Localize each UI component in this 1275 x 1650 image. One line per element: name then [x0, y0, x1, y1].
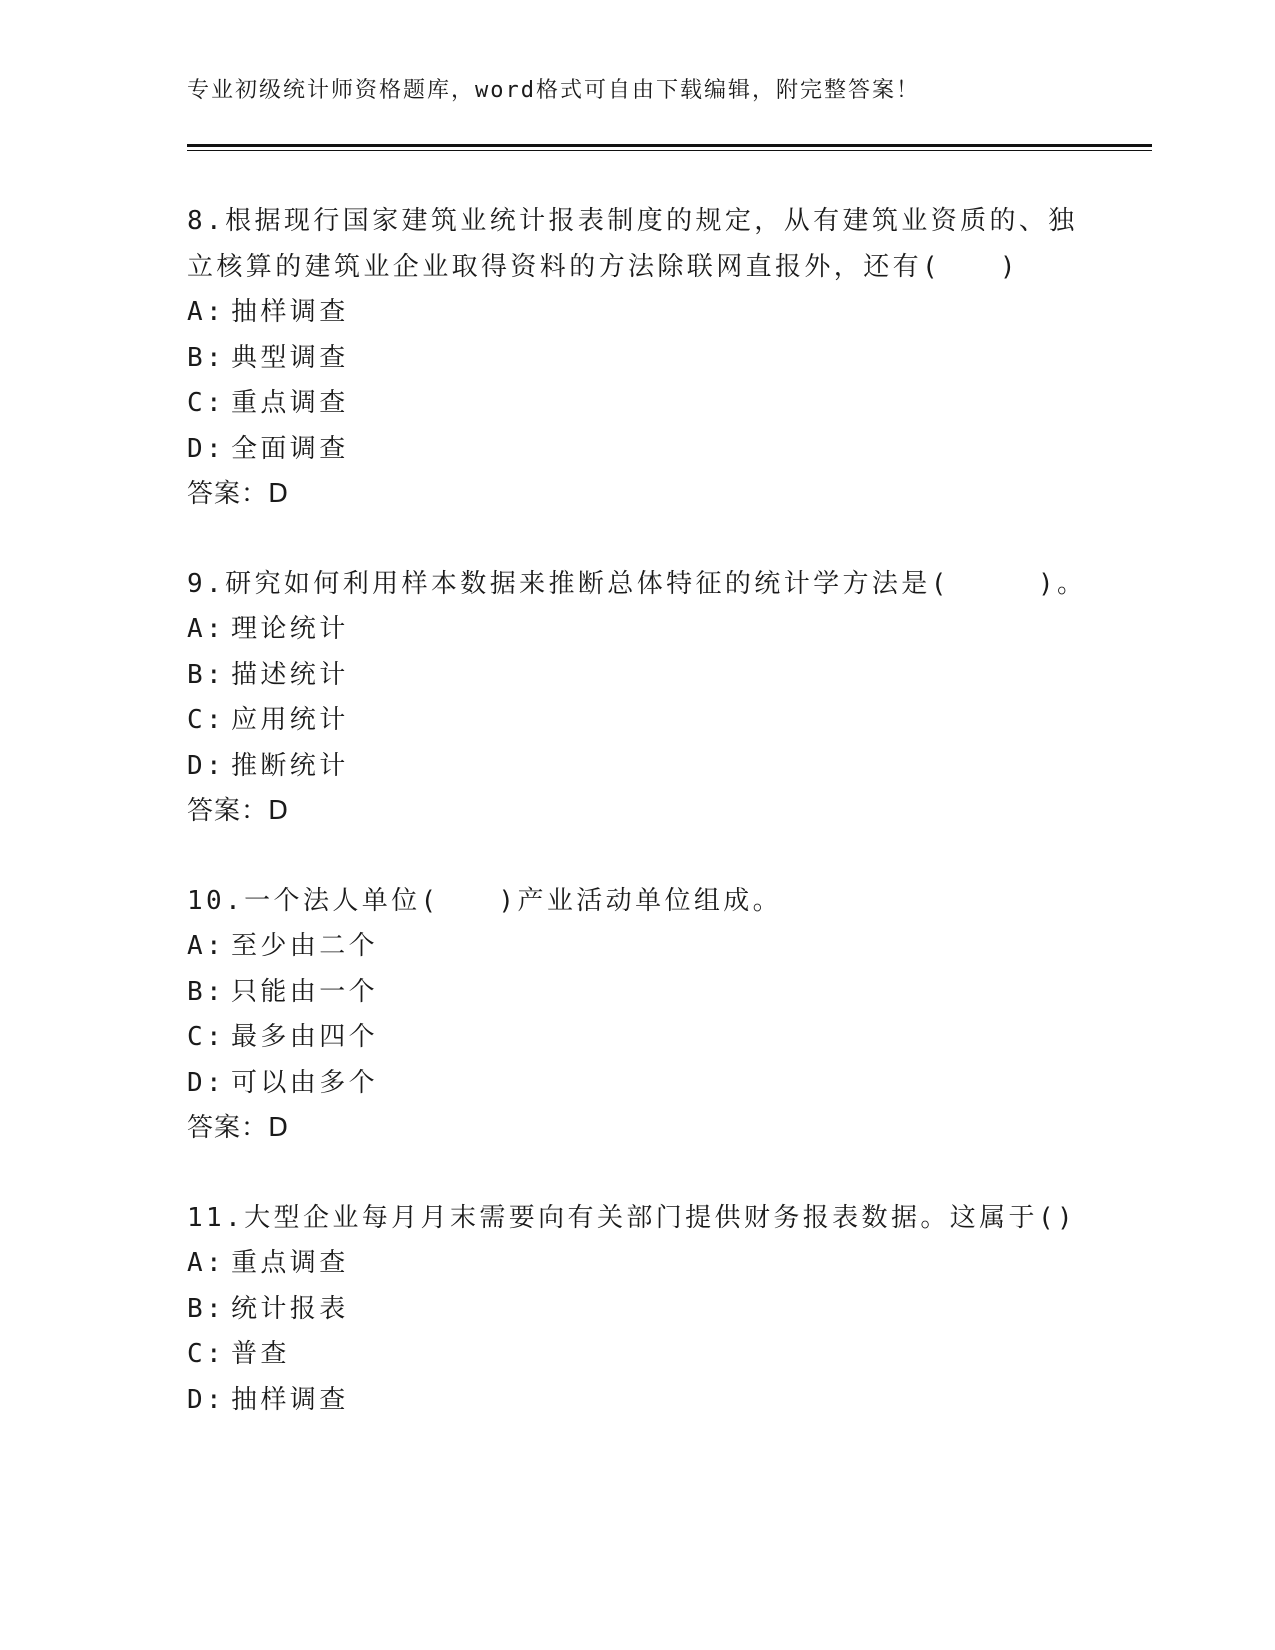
option-c: [187, 698, 1087, 744]
option-d: [187, 1061, 1087, 1107]
option-a: [187, 924, 1087, 970]
option-letter: D:: [187, 1067, 226, 1098]
question-stem: 10.一个法人单位( )产业活动单位组成。: [187, 885, 783, 916]
option-text: 典型调查: [231, 342, 349, 373]
option-a: [187, 290, 1087, 336]
option-text: 描述统计: [231, 659, 349, 690]
option-letter: B:: [187, 342, 226, 373]
header-rule-thin: [187, 150, 1152, 151]
question-8: [187, 199, 1087, 518]
option-letter: D:: [187, 1384, 226, 1415]
option-text: 全面调查: [231, 433, 349, 464]
option-letter: A:: [187, 614, 226, 644]
option-text: 可以由多个: [231, 1067, 379, 1098]
option-b: [187, 336, 1087, 382]
option-letter: C:: [187, 1022, 226, 1052]
option-c: [187, 381, 1087, 427]
option-a: [187, 1241, 1087, 1287]
question-9: [187, 562, 1087, 835]
option-text: 重点调查: [231, 1248, 349, 1278]
option-letter: B:: [187, 976, 226, 1007]
answer-line: [187, 789, 1087, 835]
option-text: 推断统计: [231, 750, 349, 781]
question-stem: 9.研究如何利用样本数据来推断总体特征的统计学方法是( )。: [187, 568, 1087, 599]
option-c: [187, 1015, 1087, 1061]
option-text: 最多由四个: [231, 1022, 379, 1052]
option-a: [187, 607, 1087, 653]
option-letter: C:: [187, 1339, 226, 1369]
answer-label: 答案：: [187, 796, 269, 826]
option-text: 抽样调查: [231, 1384, 349, 1415]
option-letter: C:: [187, 388, 226, 418]
question-list: [187, 199, 1087, 1467]
option-b: [187, 970, 1087, 1016]
option-text: 应用统计: [231, 705, 349, 735]
option-b: [187, 653, 1087, 699]
page-header: 专业初级统计师资格题库，word格式可自由下载编辑，附完整答案！: [187, 78, 920, 103]
option-b: [187, 1287, 1087, 1333]
answer-line: [187, 472, 1087, 518]
option-letter: A:: [187, 931, 226, 961]
option-d: [187, 1378, 1087, 1424]
option-d: [187, 427, 1087, 473]
option-text: 至少由二个: [231, 931, 379, 961]
answer-label: 答案：: [187, 1113, 269, 1143]
option-text: 理论统计: [231, 614, 349, 644]
option-text: 统计报表: [231, 1293, 349, 1324]
option-text: 只能由一个: [231, 976, 379, 1007]
answer-line: [187, 1106, 1087, 1152]
option-letter: D:: [187, 433, 226, 464]
question-10: [187, 879, 1087, 1152]
option-letter: B:: [187, 659, 226, 690]
option-text: 重点调查: [231, 388, 349, 418]
option-letter: A:: [187, 1248, 226, 1278]
answer-label: 答案：: [187, 479, 269, 509]
question-stem: 11.大型企业每月月末需要向有关部门提供财务报表数据。这属于(): [187, 1202, 1077, 1233]
option-text: 普查: [231, 1339, 290, 1369]
option-letter: B:: [187, 1293, 226, 1324]
question-11: [187, 1196, 1087, 1424]
option-text: 抽样调查: [231, 297, 349, 327]
option-letter: D:: [187, 750, 226, 781]
answer-value: D: [268, 1113, 290, 1143]
header-rule-thick: [187, 144, 1152, 147]
option-letter: A:: [187, 297, 226, 327]
option-c: [187, 1332, 1087, 1378]
option-letter: C:: [187, 705, 226, 735]
answer-value: D: [268, 479, 290, 509]
question-stem: 8.根据现行国家建筑业统计报表制度的规定，从有建筑业资质的、独立核算的建筑业企业取得资料的方法除联网直报外，还有( ): [187, 206, 1078, 282]
option-d: [187, 744, 1087, 790]
answer-value: D: [268, 796, 290, 826]
